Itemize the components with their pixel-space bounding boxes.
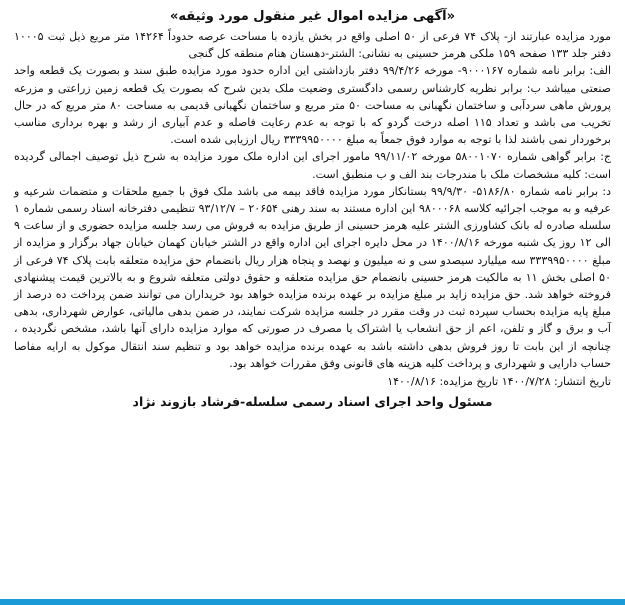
notice-paragraph-property: مورد مزایده عبارتند از- پلاک ۷۴ فرعی از ۵۰ اصلی واقع در بخش یازده با مساحت عرصه حدوداً ۱۴۲۶۴ متر مربع ذیل ثبت ۱۰۰۰۵ دفتر جلد ۱۳۳ صفحه ۱۵۹ ملکی هرمز حسینی به نشانی: الشتر-دهستان هنام منطقه کل گنجی (14, 30, 611, 61)
publication-dates: تاریخ انتشار: ۱۴۰۰/۷/۲۸ تاریخ مزایده: ۱۴۰۰/۸/۱۶ (387, 375, 611, 389)
notice-paragraph-alef-be: الف: برابر نامه شماره ۹۰۰۰۱۶۷- مورخه ۹۹/۴/۲۶ دفتر بازداشتی این اداره حدود مورد مزایده طبق سند و بصورت یک قطعه واحد صنعتی میباشد ب: برابر نظریه کارشناس رسمی دادگستری وضعیت ملک بدین شرح که بصورت یک قطعه زمین زراعتی و مزرعه پرورش ماهی سردآبی و ساختمان نگهبانی به مساحت ۵۰ متر مربع و ساختمان نگهبانی قدیمی به مساحت ۸۰ متر مربع که در حال تخریب می باشد و تعداد ۱۱۵ اصله درخت گردو که با توجه به عدم رعایت فاصله و عدم آبیاری از رشد و بهره برداری مناسب برخوردار نمی باشند لذا با توجه به موارد فوق جمعاً به مبلغ ۳۳۳۹۹۵۰۰۰۰ ریال ارزیابی شده است. (14, 64, 611, 147)
notice-body (14, 28, 611, 372)
notice-title: «آگهی مزایده اموال غیر منقول مورد وثیقه» (169, 9, 456, 24)
notice-paragraph-dal: د: برابر نامه شماره ۵۱۸۶/۸۰- ۹۹/۹/۳۰ بستانکار مورد مزایده فاقد بیمه می باشد ملک فوق با جمیع ملحقات و متضمات شرعیه و عرفیه و به موجب اجرائیه کلاسه ۹۸۰۰۰۶۸ این اداره مستند به سند رهنی ۲۰۶۵۴ – ۹۳/۱۲/۷ تنظیمی دفترخانه اسناد رسمی شماره ۱ سلسله صادره له بانک کشاورزی الشتر علیه هرمز حسینی از طریق مزایده به فروش می رسد جلسه مزایده حضوری و از ساعت ۹ الی ۱۲ روز یک شنبه مورخه ۱۴۰۰/۸/۱۶ در محل دایره اجرای این اداره واقع در الشتر خیابان کهمان خیابان جهاد برگزار و مزایده از مبلغ ۳۳۳۹۹۵۰۰۰۰ سه میلیارد سیصدو سی و نه میلیون و نهصد و پنجاه هزار ریال بانضمام حق مزایده متعلقه بابت پلاک ۷۴ فرعی از ۵۰ اصلی بخش ۱۱ به مالکیت هرمز حسینی بانضمام حق مزایده متعلقه و حقوق دولتی متعلقه شروع و به بالاترین قیمت پیشنهادی فروخته خواهد شد. حق مزایده زاید بر مبلغ مزایده بر عهده برنده مزایده خواهد بود خریداران می توانند ضمن پرداخت ده درصد از مبلغ پایه مزایده بحساب سپرده ثبت در وقت مقرر در جلسه مزایده شرکت نمایند، در ضمن بدهی مالیاتی، عوارض شهرداری، بدهی آب و برق و گاز و تلفن، اعم از حق انشعاب یا اشتراک یا مصرف در صورتی که موارد مزایده دارای آنها باشد، مشخص نگردیده ، چنانچه از این بابت تا روز فروش بدهی داشته باشد به عهده برنده مزایده خواهد بود و تنظیم سند انتقال موکول به ارایه مفاصا حساب دارایی و شهرداری و پرداخت کلیه هزینه های قانونی وفق مقررات خواهد بود. (14, 184, 611, 370)
signature-line: مسئول واحد اجرای اسناد رسمی سلسله-فرشاد بازوند نژاد (132, 394, 493, 410)
bottom-accent-bar (0, 599, 625, 605)
notice-paragraph-jim: ج: برابر گواهی شماره ۵۸۰۰۱۰۷۰ مورخه ۹۹/۱۱/۰۲ مامور اجرای این اداره ملک مورد مزایده به شرح ذیل توصیف اجمالی گردیده است: کلیه مشخصات ملک با مندرجات بند الف و ب منطبق است. (14, 150, 612, 181)
